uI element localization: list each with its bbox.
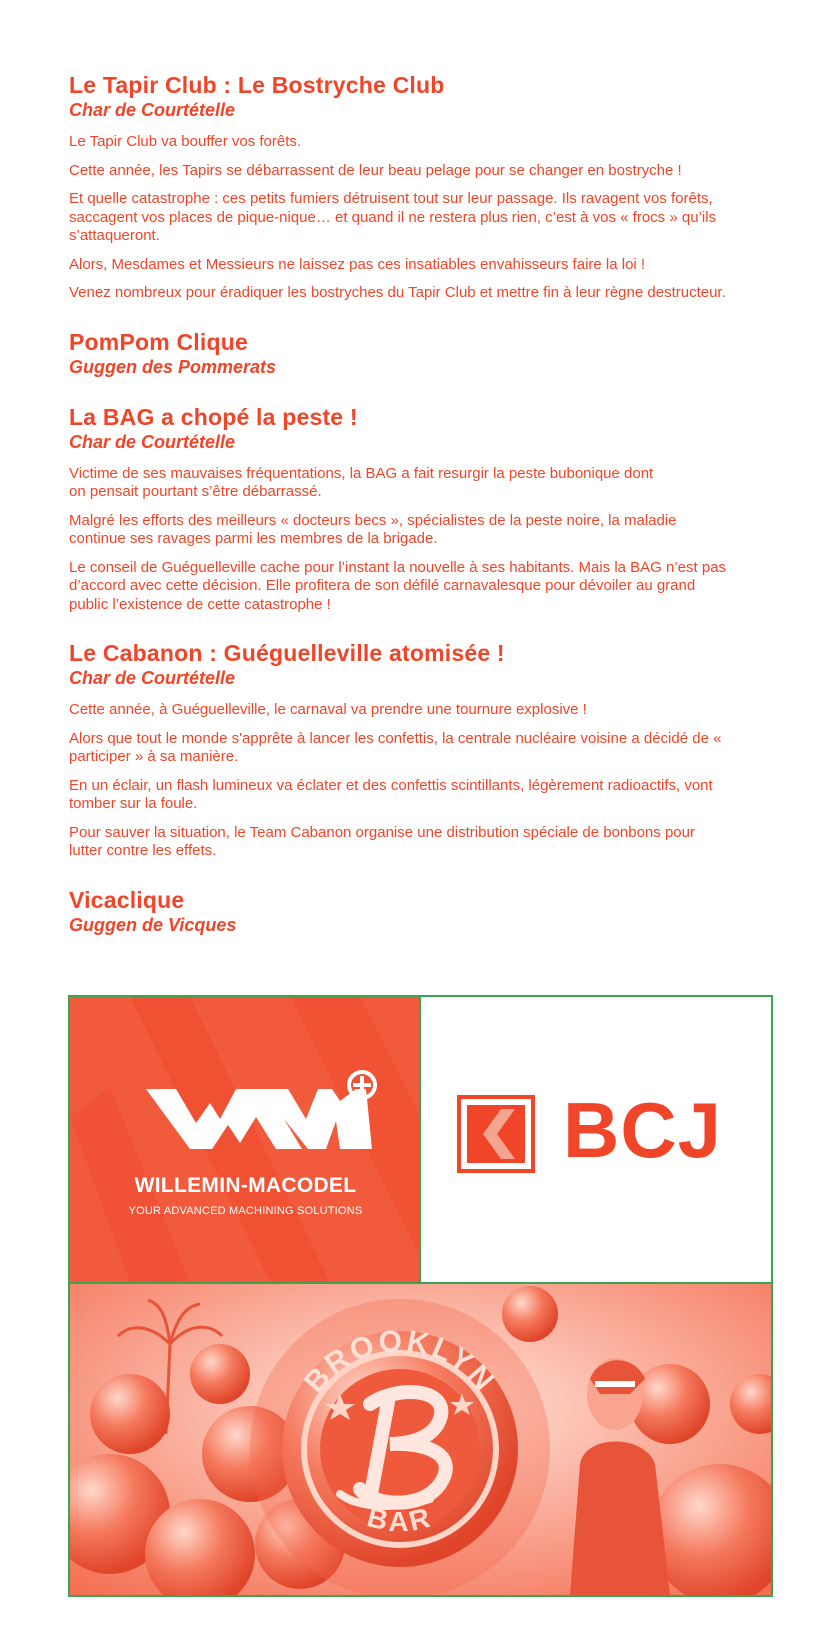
entry-paragraph: Cette année, à Guéguelleville, le carnaval va prendre une tournure explosive ! xyxy=(69,701,587,718)
entry-paragraph: Malgré les efforts des meilleurs « docteurs becs », spécialistes de la peste noire, la maladie continue ses ravages parmi les membres de la brigade. xyxy=(69,511,677,547)
entry-vicaclique xyxy=(69,887,779,936)
bcj-chevron-icon xyxy=(457,1095,537,1175)
brooklyn-top-text: BROOKLYN xyxy=(297,1324,503,1400)
entry-paragraph: Alors que tout le monde s'apprête à lancer les confettis, la centrale nucléaire voisine a décidé de « participer » à sa manière. xyxy=(69,729,722,765)
willemin-tagline: YOUR ADVANCED MACHINING SOLUTIONS xyxy=(128,1205,363,1217)
entry-subtitle: Guggen des Pommerats xyxy=(69,356,277,377)
entry-pompom-clique xyxy=(69,329,779,378)
entry-paragraph: En un éclair, un flash lumineux va éclater et des confettis scintillants, légèrement radioactifs, vont tomber sur la foule. xyxy=(69,776,713,812)
entry-paragraph: Alors, Mesdames et Messieurs ne laissez pas ces insatiables envahisseurs faire la loi ! xyxy=(69,255,646,273)
entry-subtitle: Char de Courtételle xyxy=(69,100,236,120)
sponsors-grid xyxy=(68,995,773,1597)
entry-title: La BAG a chopé la peste ! xyxy=(69,403,358,430)
sponsor-brooklyn-bar xyxy=(70,1284,771,1595)
entry-title: Le Cabanon : Guéguelleville atomisée ! xyxy=(69,640,505,666)
svg-text:BROOKLYN xyxy=(298,1324,502,1399)
svg-text:BAR xyxy=(364,1501,436,1537)
sponsor-bcj xyxy=(421,997,771,1282)
sponsor-willemin-macodel xyxy=(70,997,421,1282)
entry-paragraph: Et quelle catastrophe : ces petits fumiers détruisent tout sur leur passage. Ils ravagent vos forêts, saccagent vos places de pique-nique… et quand il ne restera plus rien, c’est à vos « frocs » qu’ils s’attaqueront. xyxy=(69,190,717,244)
brooklyn-badge-lettering xyxy=(70,1284,771,1595)
entry-subtitle: Guggen de Vicques xyxy=(69,914,237,935)
entry-paragraph: Le conseil de Guéguelleville cache pour l’instant la nouvelle à ses habitants. Mais la BAG n’est pas d’accord avec cette décision. Elle profitera de son défilé carnavalesque pour dévoiler au grand public l’existence de cette catastrophe ! xyxy=(69,558,727,613)
entry-title: Le Tapir Club : Le Bostryche Club xyxy=(69,72,445,98)
entry-paragraph: Victime de ses mauvaises fréquentations, la BAG a fait resurgir la peste bubonique dont on pensait pourtant s’être débarrassé. xyxy=(69,464,654,500)
entry-bag xyxy=(69,404,779,615)
entry-paragraph: Le Tapir Club va bouffer vos forêts. xyxy=(69,133,302,150)
entry-tapir-club xyxy=(69,72,779,303)
entry-paragraph: Cette année, les Tapirs se débarrassent de leur beau pelage pour se changer en bostryche ! xyxy=(69,161,682,179)
entry-subtitle: Char de Courtételle xyxy=(69,668,236,688)
willemin-name: WILLEMIN-MACODEL xyxy=(134,1174,357,1197)
entry-title: PomPom Clique xyxy=(69,328,248,355)
entry-subtitle: Char de Courtételle xyxy=(69,431,236,452)
brooklyn-bottom-text: BAR xyxy=(364,1501,436,1538)
entry-title: Vicaclique xyxy=(69,886,185,913)
program-text xyxy=(69,72,779,962)
entry-paragraph: Pour sauver la situation, le Team Cabanon organise une distribution spéciale de bonbons pour lutter contre les effets. xyxy=(69,823,695,859)
entry-cabanon xyxy=(69,640,779,861)
willemin-logo-icon xyxy=(70,997,421,1282)
entry-paragraph: Venez nombreux pour éradiquer les bostryches du Tapir Club et mettre fin à leur règne destructeur. xyxy=(69,284,726,301)
bcj-logo-text: BCJ xyxy=(563,1086,723,1174)
